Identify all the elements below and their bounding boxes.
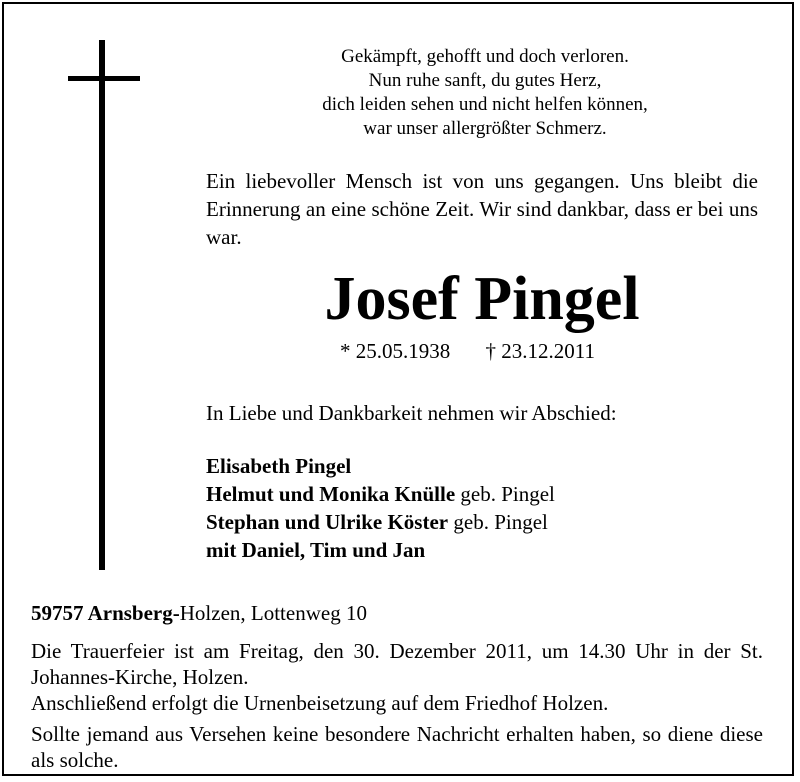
- family-member: Stephan und Ulrike Köster geb. Pingel: [206, 510, 548, 534]
- cross-icon-bar: [68, 76, 140, 81]
- deceased-name: Josef Pingel: [324, 265, 640, 333]
- life-dates: [340, 338, 660, 364]
- birth-date: * 25.05.1938: [340, 339, 451, 363]
- address-street: Holzen, Lottenweg 10: [179, 601, 367, 625]
- poem-line: Gekämpft, gehofft und doch verloren.: [341, 46, 629, 67]
- address-city: 59757 Arnsberg-: [31, 601, 180, 625]
- family-member: Helmut und Monika Knülle geb. Pingel: [206, 482, 555, 506]
- family-member: Elisabeth Pingel: [206, 454, 352, 478]
- death-date: † 23.12.2011: [485, 339, 595, 363]
- farewell-text: In Liebe und Dankbarkeit nehmen wir Abschied:: [206, 401, 617, 425]
- cross-icon: [99, 40, 105, 570]
- poem: [205, 45, 765, 141]
- family-list: [206, 452, 758, 564]
- burial-info: Anschließend erfolgt die Urnenbeisetzung auf dem Friedhof Holzen.: [31, 691, 609, 715]
- address: [31, 600, 771, 626]
- poem-line: war unser allergrößter Schmerz.: [363, 118, 607, 139]
- poem-line: Nun ruhe sanft, du gutes Herz,: [368, 70, 602, 91]
- family-member: mit Daniel, Tim und Jan: [206, 538, 426, 562]
- intro-text: Ein liebevoller Mensch ist von uns gegangen. Uns bleibt die Erinnerung an eine schöne Zeit. Wir sind dankbar, dass er bei uns war.: [206, 169, 758, 249]
- service-info: Die Trauerfeier ist am Freitag, den 30. Dezember 2011, um 14.30 Uhr in der St. Johannes-Kirche, Holzen.: [31, 639, 763, 689]
- notice-text: Sollte jemand aus Versehen keine besondere Nachricht erhalten haben, so diene diese als solche.: [31, 722, 763, 772]
- poem-line: dich leiden sehen und nicht helfen können,: [322, 94, 648, 115]
